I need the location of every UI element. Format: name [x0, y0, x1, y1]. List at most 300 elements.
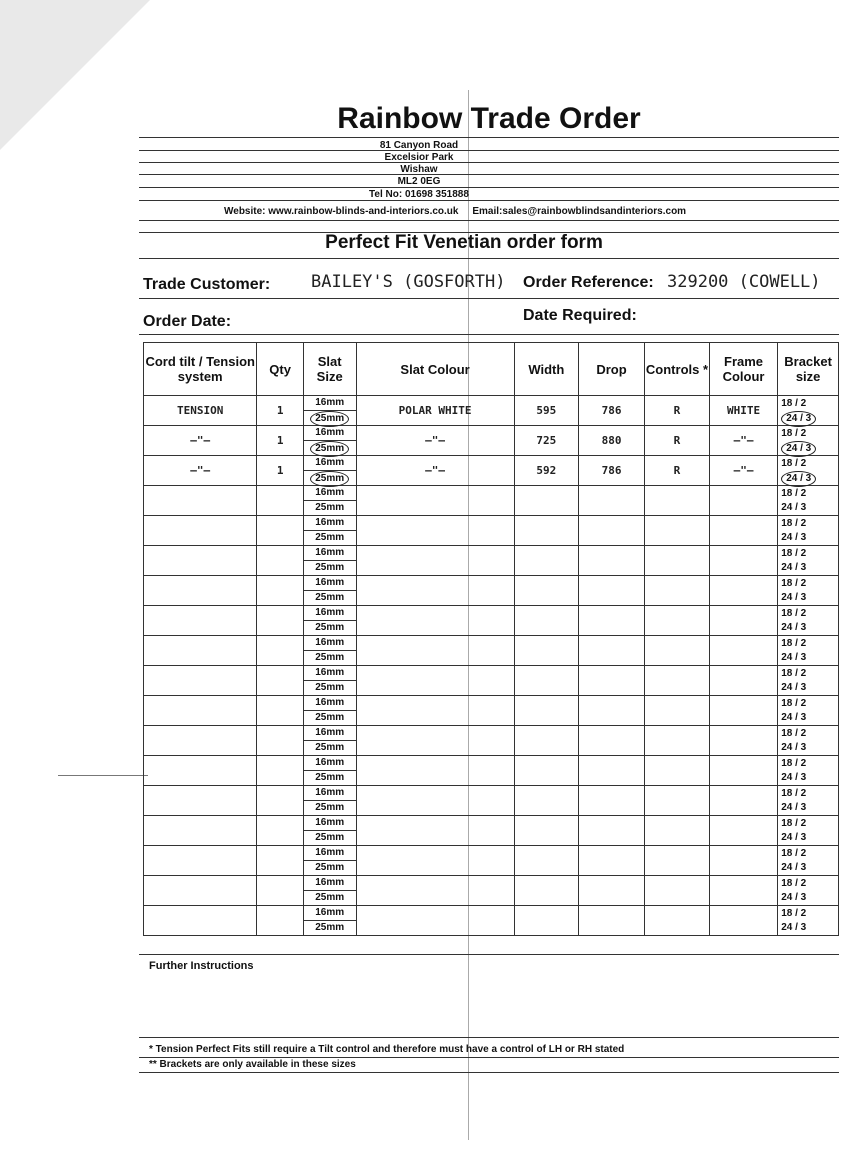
- bracket-option-label: 18 / 2: [781, 637, 807, 649]
- bracket-option[interactable]: [781, 741, 838, 755]
- slat-option[interactable]: [304, 501, 356, 515]
- bracket-option[interactable]: [781, 637, 838, 651]
- cell-drop[interactable]: [578, 726, 644, 756]
- cell-slat-size[interactable]: [303, 606, 356, 636]
- bracket-option[interactable]: [781, 667, 838, 681]
- bracket-option[interactable]: [781, 831, 838, 845]
- cell-bracket-size[interactable]: [778, 576, 839, 606]
- cell-cord[interactable]: [144, 636, 257, 666]
- cell-drop[interactable]: [578, 876, 644, 906]
- slat-option[interactable]: [304, 861, 356, 875]
- cell-frame[interactable]: [709, 726, 777, 756]
- cell-frame[interactable]: [709, 846, 777, 876]
- slat-option[interactable]: [304, 591, 356, 605]
- cell-qty[interactable]: 1: [257, 456, 303, 486]
- slat-option-label: 25mm: [315, 562, 345, 573]
- order-table: [143, 342, 839, 936]
- cell-cord[interactable]: [144, 516, 257, 546]
- cell-slat-size[interactable]: [303, 396, 356, 426]
- bracket-option-label: 24 / 3: [781, 531, 807, 543]
- cell-controls[interactable]: [645, 786, 710, 816]
- table-row: [144, 786, 839, 816]
- cell-colour[interactable]: [356, 876, 514, 906]
- cell-controls[interactable]: [645, 636, 710, 666]
- cell-frame[interactable]: [709, 486, 777, 516]
- cell-cord[interactable]: [144, 756, 257, 786]
- cell-frame[interactable]: [709, 696, 777, 726]
- slat-option-label: 25mm: [315, 622, 345, 633]
- bracket-option[interactable]: [781, 907, 838, 921]
- cell-bracket-size[interactable]: [778, 726, 839, 756]
- cell-cord[interactable]: [144, 606, 257, 636]
- cell-slat-size[interactable]: [303, 876, 356, 906]
- cell-slat-size[interactable]: [303, 426, 356, 456]
- cell-controls[interactable]: [645, 816, 710, 846]
- slat-option[interactable]: [304, 621, 356, 635]
- cell-qty[interactable]: [257, 516, 303, 546]
- table-row: [144, 516, 839, 546]
- cell-slat-size[interactable]: [303, 456, 356, 486]
- cell-bracket-size[interactable]: [778, 816, 839, 846]
- cell-qty[interactable]: [257, 756, 303, 786]
- slat-option-label: 16mm: [315, 727, 345, 738]
- cell-controls[interactable]: [645, 606, 710, 636]
- cell-drop[interactable]: 880: [578, 426, 644, 456]
- website-email: [224, 206, 686, 217]
- bracket-option[interactable]: [781, 471, 838, 485]
- slat-option-label: 25mm: [315, 892, 345, 903]
- slat-option[interactable]: [304, 711, 356, 725]
- cell-drop[interactable]: [578, 666, 644, 696]
- slat-option[interactable]: [304, 411, 356, 425]
- order-reference-label: Order Reference:: [523, 274, 654, 291]
- rule: [139, 137, 839, 138]
- slat-option[interactable]: [304, 816, 356, 831]
- cell-frame[interactable]: [709, 876, 777, 906]
- cell-frame[interactable]: [709, 816, 777, 846]
- cell-slat-size[interactable]: [303, 546, 356, 576]
- cell-bracket-size[interactable]: [778, 486, 839, 516]
- cell-qty[interactable]: [257, 876, 303, 906]
- rule: [139, 150, 839, 151]
- bracket-option-label: 18 / 2: [781, 787, 807, 799]
- cell-qty[interactable]: [257, 816, 303, 846]
- cell-drop[interactable]: [578, 696, 644, 726]
- cell-cord[interactable]: [144, 486, 257, 516]
- slat-option-label: 16mm: [315, 457, 345, 468]
- bracket-option[interactable]: [781, 561, 838, 575]
- cell-qty[interactable]: [257, 486, 303, 516]
- bracket-option[interactable]: [781, 727, 838, 741]
- cell-slat-size[interactable]: [303, 636, 356, 666]
- slat-option-label: 16mm: [315, 577, 345, 588]
- slat-option-label: 25mm: [315, 862, 345, 873]
- cell-controls[interactable]: R: [645, 456, 710, 486]
- rule: [139, 187, 839, 188]
- cell-bracket-size[interactable]: [778, 696, 839, 726]
- slat-option-label: 25mm: [310, 471, 349, 487]
- cell-drop[interactable]: [578, 486, 644, 516]
- order-reference-value[interactable]: 329200 (COWELL): [667, 272, 821, 292]
- table-row: [144, 816, 839, 846]
- cell-slat-size[interactable]: [303, 756, 356, 786]
- address-line-4: ML2 0EG: [397, 176, 441, 187]
- slat-option-label: 25mm: [315, 682, 345, 693]
- slat-option[interactable]: [304, 636, 356, 651]
- bracket-option[interactable]: [781, 697, 838, 711]
- cell-width[interactable]: 592: [514, 456, 578, 486]
- cell-colour[interactable]: [356, 606, 514, 636]
- cell-slat-size[interactable]: [303, 696, 356, 726]
- slat-option[interactable]: [304, 651, 356, 665]
- bracket-option-label: 18 / 2: [781, 517, 807, 529]
- cell-colour[interactable]: [356, 846, 514, 876]
- slat-option[interactable]: [304, 786, 356, 801]
- slat-option[interactable]: [304, 396, 356, 411]
- cell-width[interactable]: [514, 846, 578, 876]
- cell-bracket-size[interactable]: [778, 846, 839, 876]
- slat-option-label: 16mm: [315, 847, 345, 858]
- cell-colour[interactable]: —"—: [356, 456, 514, 486]
- bracket-option[interactable]: [781, 681, 838, 695]
- cell-slat-size[interactable]: [303, 816, 356, 846]
- slat-option[interactable]: [304, 726, 356, 741]
- cell-width[interactable]: [514, 786, 578, 816]
- cell-drop[interactable]: 786: [578, 456, 644, 486]
- slat-option[interactable]: [304, 921, 356, 935]
- bracket-option[interactable]: [781, 621, 838, 635]
- cell-bracket-size[interactable]: [778, 396, 839, 426]
- bracket-option[interactable]: [781, 921, 838, 935]
- cell-colour[interactable]: [356, 756, 514, 786]
- col-cord-tilt: Cord tilt / Tension system: [144, 343, 257, 396]
- cell-drop[interactable]: [578, 816, 644, 846]
- cell-drop[interactable]: [578, 846, 644, 876]
- cell-frame[interactable]: [709, 606, 777, 636]
- slat-option[interactable]: [304, 756, 356, 771]
- cell-controls[interactable]: [645, 876, 710, 906]
- cell-drop[interactable]: [578, 576, 644, 606]
- cell-controls[interactable]: [645, 846, 710, 876]
- cell-width[interactable]: [514, 876, 578, 906]
- bracket-option[interactable]: [781, 517, 838, 531]
- cell-cord[interactable]: [144, 546, 257, 576]
- cell-cord[interactable]: —"—: [144, 456, 257, 486]
- cell-colour[interactable]: [356, 636, 514, 666]
- cell-slat-size[interactable]: [303, 486, 356, 516]
- cell-colour[interactable]: [356, 576, 514, 606]
- cell-cord[interactable]: [144, 846, 257, 876]
- cell-controls[interactable]: R: [645, 426, 710, 456]
- cell-qty[interactable]: [257, 546, 303, 576]
- rule: [139, 1072, 839, 1073]
- cell-cord[interactable]: [144, 906, 257, 936]
- cell-qty[interactable]: [257, 906, 303, 936]
- cell-slat-size[interactable]: [303, 726, 356, 756]
- slat-option-label: 25mm: [315, 532, 345, 543]
- slat-option[interactable]: [304, 876, 356, 891]
- cell-frame[interactable]: [709, 756, 777, 786]
- cell-cord[interactable]: TENSION: [144, 396, 257, 426]
- slat-option-label: 25mm: [315, 652, 345, 663]
- cell-controls[interactable]: [645, 666, 710, 696]
- slat-option[interactable]: [304, 846, 356, 861]
- cell-qty[interactable]: [257, 576, 303, 606]
- bracket-option[interactable]: [781, 651, 838, 665]
- bracket-option[interactable]: [781, 457, 838, 471]
- cell-width[interactable]: 725: [514, 426, 578, 456]
- cell-qty[interactable]: [257, 636, 303, 666]
- cell-slat-size[interactable]: [303, 516, 356, 546]
- cell-bracket-size[interactable]: [778, 546, 839, 576]
- rule: [139, 1037, 839, 1038]
- bracket-option[interactable]: [781, 427, 838, 441]
- cell-drop[interactable]: [578, 606, 644, 636]
- cell-bracket-size[interactable]: [778, 876, 839, 906]
- cell-frame[interactable]: —"—: [709, 456, 777, 486]
- bracket-option[interactable]: [781, 711, 838, 725]
- table-row: [144, 606, 839, 636]
- cell-colour[interactable]: [356, 666, 514, 696]
- slat-option[interactable]: [304, 531, 356, 545]
- slat-option[interactable]: [304, 696, 356, 711]
- bracket-option-label: 18 / 2: [781, 487, 807, 499]
- cell-frame[interactable]: [709, 576, 777, 606]
- bracket-option[interactable]: [781, 607, 838, 621]
- col-frame-colour: Frame Colour: [709, 343, 777, 396]
- footnote-tension: * Tension Perfect Fits still require a Tilt control and therefore must have a control of LH or RH stated: [149, 1044, 625, 1055]
- cell-frame[interactable]: [709, 546, 777, 576]
- slat-option[interactable]: [304, 561, 356, 575]
- slat-option[interactable]: [304, 471, 356, 485]
- cell-colour[interactable]: [356, 816, 514, 846]
- bracket-option-label: 24 / 3: [781, 411, 816, 427]
- cell-drop[interactable]: [578, 906, 644, 936]
- trade-customer-label: Trade Customer:: [143, 276, 271, 293]
- cell-qty[interactable]: [257, 846, 303, 876]
- cell-controls[interactable]: R: [645, 396, 710, 426]
- cell-colour[interactable]: —"—: [356, 426, 514, 456]
- table-row: [144, 636, 839, 666]
- cell-bracket-size[interactable]: [778, 456, 839, 486]
- cell-drop[interactable]: [578, 636, 644, 666]
- cell-slat-size[interactable]: [303, 666, 356, 696]
- scan-mark: [58, 775, 148, 776]
- scan-corner: [0, 0, 150, 150]
- cell-qty[interactable]: [257, 606, 303, 636]
- bracket-option[interactable]: [781, 577, 838, 591]
- cell-colour[interactable]: [356, 546, 514, 576]
- cell-colour[interactable]: [356, 486, 514, 516]
- rule: [139, 298, 839, 299]
- cell-width[interactable]: [514, 486, 578, 516]
- cell-width[interactable]: [514, 636, 578, 666]
- slat-option[interactable]: [304, 516, 356, 531]
- cell-width[interactable]: [514, 666, 578, 696]
- cell-width[interactable]: [514, 516, 578, 546]
- cell-qty[interactable]: 1: [257, 426, 303, 456]
- slat-option-label: 16mm: [315, 517, 345, 528]
- cell-bracket-size[interactable]: [778, 756, 839, 786]
- slat-option[interactable]: [304, 441, 356, 455]
- bracket-option[interactable]: [781, 501, 838, 515]
- slat-option[interactable]: [304, 891, 356, 905]
- slat-option-label: 25mm: [315, 592, 345, 603]
- cell-width[interactable]: [514, 606, 578, 636]
- cell-qty[interactable]: [257, 696, 303, 726]
- bracket-option[interactable]: [781, 441, 838, 455]
- cell-qty[interactable]: [257, 726, 303, 756]
- cell-bracket-size[interactable]: [778, 636, 839, 666]
- cell-cord[interactable]: —"—: [144, 426, 257, 456]
- cell-width[interactable]: [514, 726, 578, 756]
- slat-option[interactable]: [304, 456, 356, 471]
- form-subtitle: Perfect Fit Venetian order form: [325, 232, 603, 253]
- slat-option[interactable]: [304, 546, 356, 561]
- cell-slat-size[interactable]: [303, 576, 356, 606]
- cell-colour[interactable]: [356, 516, 514, 546]
- cell-controls[interactable]: [645, 486, 710, 516]
- cell-width[interactable]: 595: [514, 396, 578, 426]
- bracket-option[interactable]: [781, 591, 838, 605]
- cell-controls[interactable]: [645, 546, 710, 576]
- bracket-option[interactable]: [781, 847, 838, 861]
- cell-qty[interactable]: [257, 786, 303, 816]
- cell-colour[interactable]: [356, 906, 514, 936]
- cell-width[interactable]: [514, 576, 578, 606]
- cell-cord[interactable]: [144, 576, 257, 606]
- bracket-option[interactable]: [781, 411, 838, 425]
- trade-customer-value[interactable]: BAILEY'S (GOSFORTH): [311, 272, 506, 292]
- bracket-option-label: 24 / 3: [781, 651, 807, 663]
- cell-frame[interactable]: —"—: [709, 426, 777, 456]
- bracket-option[interactable]: [781, 547, 838, 561]
- cell-frame[interactable]: [709, 516, 777, 546]
- cell-controls[interactable]: [645, 516, 710, 546]
- slat-option-label: 16mm: [315, 907, 345, 918]
- cell-controls[interactable]: [645, 726, 710, 756]
- cell-colour[interactable]: [356, 696, 514, 726]
- cell-qty[interactable]: [257, 666, 303, 696]
- bracket-option[interactable]: [781, 487, 838, 501]
- bracket-option[interactable]: [781, 801, 838, 815]
- bracket-option[interactable]: [781, 397, 838, 411]
- bracket-option-label: 24 / 3: [781, 741, 807, 753]
- website: Website: www.rainbow-blinds-and-interiors.co.uk: [224, 206, 459, 217]
- cell-width[interactable]: [514, 546, 578, 576]
- cell-frame[interactable]: [709, 666, 777, 696]
- slat-option[interactable]: [304, 606, 356, 621]
- cell-width[interactable]: [514, 906, 578, 936]
- cell-width[interactable]: [514, 816, 578, 846]
- slat-option[interactable]: [304, 576, 356, 591]
- slat-option[interactable]: [304, 831, 356, 845]
- table-row: [144, 576, 839, 606]
- cell-cord[interactable]: [144, 696, 257, 726]
- cell-drop[interactable]: [578, 756, 644, 786]
- cell-cord[interactable]: [144, 816, 257, 846]
- cell-cord[interactable]: [144, 666, 257, 696]
- address-line-1: 81 Canyon Road: [379, 140, 459, 151]
- slat-option-label: 16mm: [315, 667, 345, 678]
- bracket-option[interactable]: [781, 787, 838, 801]
- cell-cord[interactable]: [144, 726, 257, 756]
- bracket-option[interactable]: [781, 817, 838, 831]
- cell-controls[interactable]: [645, 576, 710, 606]
- slat-option[interactable]: [304, 801, 356, 815]
- slat-option-label: 16mm: [315, 427, 345, 438]
- slat-option-label: 25mm: [315, 802, 345, 813]
- cell-controls[interactable]: [645, 696, 710, 726]
- cell-bracket-size[interactable]: [778, 606, 839, 636]
- col-qty: Qty: [257, 343, 303, 396]
- slat-option[interactable]: [304, 771, 356, 785]
- slat-option-label: 16mm: [315, 697, 345, 708]
- cell-drop[interactable]: 786: [578, 396, 644, 426]
- slat-option-label: 25mm: [315, 712, 345, 723]
- slat-option-label: 25mm: [315, 922, 345, 933]
- cell-controls[interactable]: [645, 756, 710, 786]
- slat-option[interactable]: [304, 666, 356, 681]
- cell-controls[interactable]: [645, 906, 710, 936]
- slat-option-label: 25mm: [315, 742, 345, 753]
- cell-frame[interactable]: [709, 786, 777, 816]
- cell-slat-size[interactable]: [303, 786, 356, 816]
- cell-cord[interactable]: [144, 876, 257, 906]
- bracket-option[interactable]: [781, 757, 838, 771]
- col-slat-size: Slat Size: [303, 343, 356, 396]
- cell-frame[interactable]: [709, 636, 777, 666]
- bracket-option-label: 18 / 2: [781, 817, 807, 829]
- cell-slat-size[interactable]: [303, 906, 356, 936]
- further-instructions-label: Further Instructions: [149, 960, 254, 972]
- bracket-option[interactable]: [781, 861, 838, 875]
- cell-frame[interactable]: WHITE: [709, 396, 777, 426]
- cell-bracket-size[interactable]: [778, 516, 839, 546]
- bracket-option[interactable]: [781, 877, 838, 891]
- cell-drop[interactable]: [578, 786, 644, 816]
- date-required-label: Date Required:: [523, 307, 637, 324]
- cell-colour[interactable]: POLAR WHITE: [356, 396, 514, 426]
- slat-option[interactable]: [304, 906, 356, 921]
- cell-drop[interactable]: [578, 516, 644, 546]
- bracket-option[interactable]: [781, 891, 838, 905]
- bracket-option-label: 18 / 2: [781, 727, 807, 739]
- slat-option[interactable]: [304, 486, 356, 501]
- bracket-option[interactable]: [781, 531, 838, 545]
- cell-bracket-size[interactable]: [778, 906, 839, 936]
- slat-option[interactable]: [304, 426, 356, 441]
- cell-slat-size[interactable]: [303, 846, 356, 876]
- cell-colour[interactable]: [356, 726, 514, 756]
- bracket-option[interactable]: [781, 771, 838, 785]
- cell-width[interactable]: [514, 756, 578, 786]
- bracket-option-label: 18 / 2: [781, 697, 807, 709]
- slat-option[interactable]: [304, 741, 356, 755]
- cell-bracket-size[interactable]: [778, 786, 839, 816]
- cell-drop[interactable]: [578, 546, 644, 576]
- slat-option[interactable]: [304, 681, 356, 695]
- cell-bracket-size[interactable]: [778, 426, 839, 456]
- cell-width[interactable]: [514, 696, 578, 726]
- slat-option-label: 25mm: [310, 411, 349, 427]
- cell-cord[interactable]: [144, 786, 257, 816]
- rule: [139, 334, 839, 335]
- cell-frame[interactable]: [709, 906, 777, 936]
- cell-bracket-size[interactable]: [778, 666, 839, 696]
- cell-qty[interactable]: 1: [257, 396, 303, 426]
- cell-colour[interactable]: [356, 786, 514, 816]
